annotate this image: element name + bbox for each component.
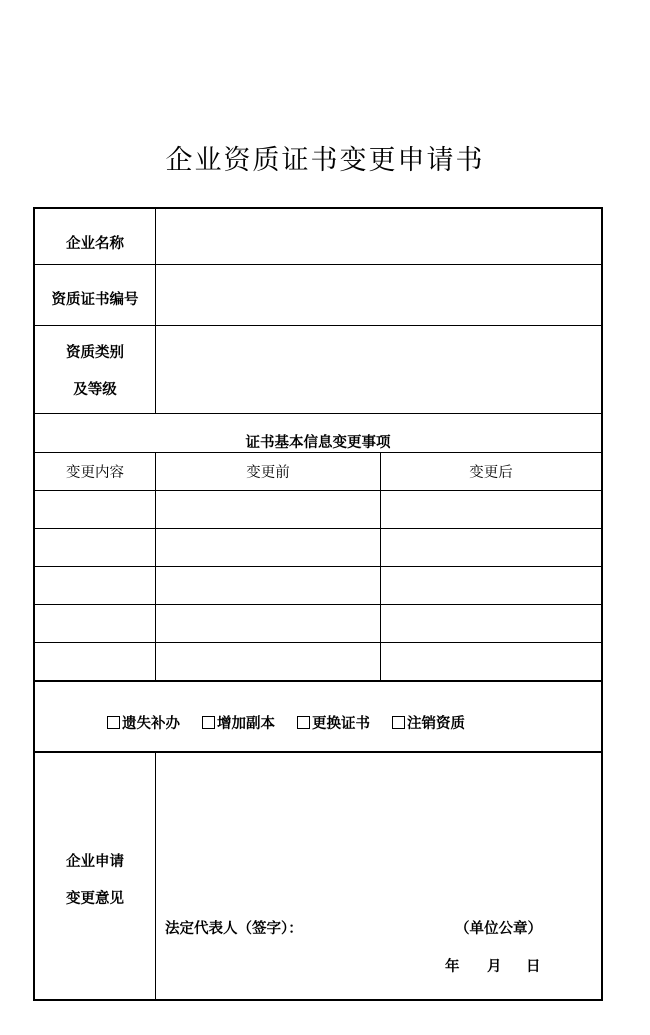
date-month: 月 xyxy=(487,959,502,975)
application-form xyxy=(33,207,603,1001)
date-year: 年 xyxy=(445,959,460,975)
table-cell[interactable] xyxy=(35,529,155,566)
category-label xyxy=(35,326,155,418)
company-name-field[interactable] xyxy=(156,209,601,264)
table-cell[interactable] xyxy=(381,491,601,528)
legal-rep-signature: 法定代表人（签字）： xyxy=(165,921,303,937)
table-cell[interactable] xyxy=(156,529,380,566)
checkbox-icon[interactable] xyxy=(107,716,120,729)
opinion-label-line2: 变更意见 xyxy=(66,891,124,907)
category-field[interactable] xyxy=(156,326,601,413)
date-day: 日 xyxy=(526,959,541,975)
header-after: 变更后 xyxy=(469,465,513,481)
options-row xyxy=(107,682,601,762)
header-before: 变更前 xyxy=(246,465,290,481)
checkbox-icon[interactable] xyxy=(297,716,310,729)
cert-number-field[interactable] xyxy=(156,265,601,325)
checkbox-icon[interactable] xyxy=(202,716,215,729)
table-cell[interactable] xyxy=(156,643,380,680)
table-cell[interactable] xyxy=(381,605,601,642)
option-cancel-qualification[interactable]: 注销资质 xyxy=(392,712,465,733)
option-add-copy[interactable]: 增加副本 xyxy=(202,712,275,733)
category-label-line2: 及等级 xyxy=(73,382,117,398)
table-cell[interactable] xyxy=(35,567,155,604)
changes-section-title: 证书基本信息变更事项 xyxy=(245,435,391,451)
table-cell[interactable] xyxy=(35,605,155,642)
table-cell[interactable] xyxy=(381,643,601,680)
table-cell[interactable] xyxy=(381,567,601,604)
opinion-label xyxy=(35,826,155,936)
table-cell[interactable] xyxy=(35,643,155,680)
table-cell[interactable] xyxy=(35,491,155,528)
category-label-line1: 资质类别 xyxy=(66,345,124,361)
option-replace-cert[interactable]: 更换证书 xyxy=(297,712,370,733)
table-cell[interactable] xyxy=(156,567,380,604)
checkbox-icon[interactable] xyxy=(392,716,405,729)
table-cell[interactable] xyxy=(381,529,601,566)
header-change-content: 变更内容 xyxy=(66,465,124,481)
option-lost-reissue[interactable]: 遗失补办 xyxy=(107,712,180,733)
cert-number-label: 资质证书编号 xyxy=(51,291,139,308)
opinion-label-line1: 企业申请 xyxy=(66,854,124,870)
table-cell[interactable] xyxy=(156,605,380,642)
table-cell[interactable] xyxy=(156,491,380,528)
company-seal: （单位公章） xyxy=(455,921,542,937)
page-title: 企业资质证书变更申请书 xyxy=(165,145,485,176)
divider xyxy=(155,751,156,1001)
company-name-label: 企业名称 xyxy=(66,235,124,252)
